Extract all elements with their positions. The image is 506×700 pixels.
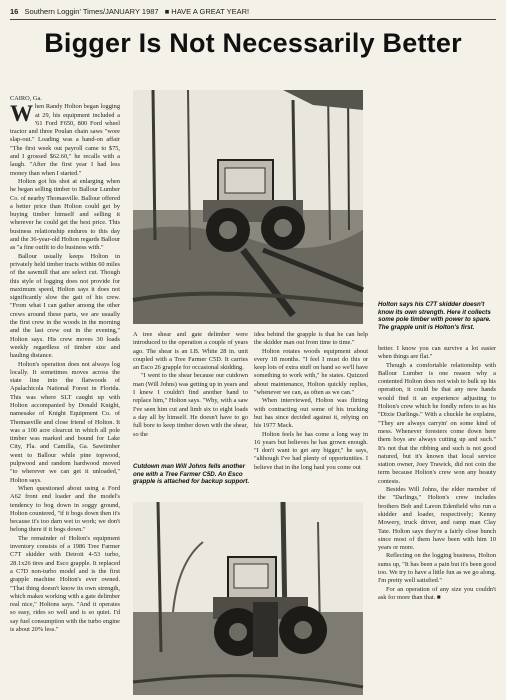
paragraph: Reflecting on the logging business, Holton sums up, "It has been a pain but it's been good too. We try to have a little fun as we go along. I'm pretty well satisfied." [378, 552, 496, 585]
article-headline: Bigger Is Not Necessarily Better [44, 28, 462, 58]
paragraph: Holton's operation does not always log locally. It sometimes moves across the state line into the flatwoods of Apalachicola National Forest in Florida. This was where SLT caught up with Holton accompanied by Donald Knight, namesake of Knight Equipment Co. of Thomasville and close friend of Holton. It was a 100 acre clearcut in which all pole timber was marked and bound for Lake City, Fla. and Camilla, Ga. Sawtimber went to Ballour while pine topwood, pulpwood and random hardwood moved "to wherever we can get it unloaded," Holton says. [10, 360, 120, 484]
paragraph: idea behind the grapple is that he can help the skidder man out from time to time." [254, 331, 368, 347]
text-column-1 [10, 95, 120, 695]
publication-info: Southern Loggin' Times/JANUARY 1987 [24, 7, 159, 16]
paragraph: "I went to the shear because our cutdown man (Will Johns) was getting up in years and I knew I couldn't find another hand to replace him," Holton says. "Why, with a saw I've seen him cut and limb six to eight loads a day all by himself. He doesn't have to go full bore to keep timber down with the shear, so the [133, 372, 248, 438]
caption-skidder: Holton says his C7T skidder doesn't know its own strength. Here it collects some pole timber with power to spare. The grapple unit is Holton's first. [378, 301, 491, 331]
tree-shear-photo [133, 502, 363, 695]
paragraph: When Randy Holton began logging at 29, his equipment included a '61 Ford F650, 800 Ford wheel tractor and three Poulan chain saws "wore slap-out." Loading was a hand-on affair "The first week out payroll came to $75, and I grossed $62.60," he recalls with a laugh. "After the first year I had less money than when I started." [10, 101, 120, 177]
paragraph: Holton feels he has come a long way in 16 years but believes he has grown enough. "I don't want to get any bigger," he says, "although I've had plenty of opportunities. I believe that in the long haul you come out [254, 430, 368, 471]
paragraph: Ballour usually keeps Holton in privately held timber tracts within 60 miles of the sawmill that are select cut. Though this style of logging does not provide for maximum speed, Holton says it does not significantly slow the gait of his crew. "From what I can gather among the other crews around these parts, we are usually the first crew in the woods in the morning and the last crew out in the evening," Holton says. His crew moves 30 loads weekly regardless of timber size and hauling distance. [10, 252, 120, 360]
header-slogan: ■ HAVE A GREAT YEAR! [164, 7, 250, 16]
dateline: CAIRO, Ga. [10, 95, 42, 102]
paragraph: When questioned about using a Ford A62 front end loader and the model's tendency to bog down in soggy ground, Holton countered, "if it bogs down then it's because it's too darn wet to work; we don't belong there if it bogs down." [10, 484, 120, 534]
header-rule [10, 19, 496, 20]
paragraph: Holton rotates woods equipment about every 18 months. "I feel I must do this or keep lots of extra stuff on hand so we'll have something to work with," he states. Quizzed about maintenance, Holton quickly replies, "whenever we can, as often as we can." [254, 347, 368, 397]
paragraph: For an operation of any size you couldn't ask for more than that. ■ [378, 585, 496, 601]
page-number: 16 [10, 7, 19, 16]
paragraph: Though a comfortable relationship with Ballour Lumber is one reason why a contented Holton does not wish to bulk up his operation, it could be that any new hands would find it an experience adjusting to Holton's crew which he fondly refers to as his "Dixie Darlings." With a chuckle he explains, "They are always carryin' on some kind of mess. Whenever foresters come down here them boys are always cutting up and such." It's not that the ribbing and such is not good natured, but it's known that local service station owner, Joey Trawick, did not coin the term because Holton's crew won any beauty contests. [378, 361, 496, 485]
paragraph: better. I know you can survive a lot easier when things are flat." [378, 345, 496, 361]
paragraph: When interviewed, Holton was flirting with contracting out some of his trucking but has since decided against it, relying on his 1977 Mack. [254, 397, 368, 430]
page-header [10, 6, 496, 18]
skidder-photo [133, 90, 363, 324]
paragraph: The remainder of Holton's equipment inventory consists of a 1986 Tree Farmer C7T skidder with Detroit 4-53 turbo, 28.1x26 tires and Esco grapple. It replaced a C7D non-turbo model and is the first grapple machine Holton's ever owned. "That thing doesn't know its own strength, which makes working with a gate delimber real nice," Holtons says. "And it operates so easy, rides so well and is so quiet. I'd say fuel consumption with the turbo engine is about 20% less." [10, 534, 120, 633]
text-column-4 [378, 345, 496, 695]
text-column-3 [254, 331, 368, 471]
text-column-2 [133, 331, 248, 456]
paragraph: A tree shear and gate delimber were introduced to the operation a couple of years ago. The shear is an I.B. White 28 in. unit coupled with a Tree Farmer C5D. It carries an Esco 26 grapple for occasional skidding. [133, 331, 248, 372]
caption-shear: Cutdown man Will Johns fells another one with a Tree Farmer C5D. An Esco grapple is attached for backup support. [133, 463, 250, 486]
paragraph: Holton got his shot at enlarging when he began selling timber to Ballour Lumber Co. of nearby Thomasville. Ballour offered a better price than Holton could get by buying timber himself and selling it wherever he could get the best price. This business relationship endures to this day and the 36-year-old Holton regards Ballour as "a fine outfit to do business with." [10, 177, 120, 252]
drop-cap: W [10, 101, 33, 127]
paragraph: Besides Will Johns, the elder member of the "Darlings," Holton's crew includes brothers Bob and Lavon Edenfield who run a skidder and loader, respectively; Kenny Mowery, truck driver, and ramp man Clay Tate. Holton says they're a fairly close bunch since most of them have been with him 10 years or more. [378, 486, 496, 552]
